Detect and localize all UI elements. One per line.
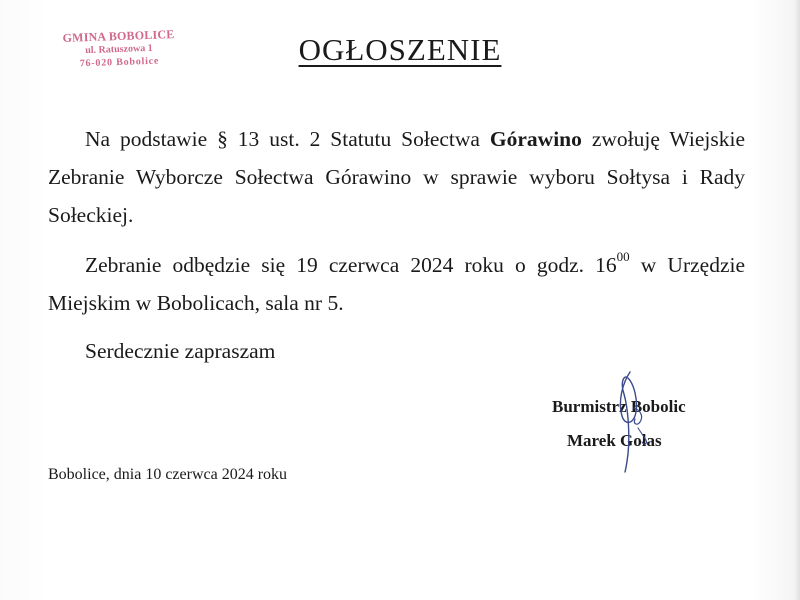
paragraph-1-text-a: Na podstawie § 13 ust. 2 Statutu Sołectwa xyxy=(85,127,490,151)
paragraph-2-text-b: w Urzędzie Miejskim w Bobolicach, sala nr 5. xyxy=(48,253,745,315)
scan-edge-shadow xyxy=(794,0,800,600)
paragraph-convocation xyxy=(48,120,745,234)
document-title-text: OGŁOSZENIE xyxy=(298,32,502,67)
paragraph-1-text-b: zwołuję Wiejskie Zebranie Wyborcze Sołectwa Górawino w sprawie wyboru Sołtysa i Rady Sołeckiej. xyxy=(48,127,745,227)
stamp-line-3: 76-020 Bobolice xyxy=(79,55,160,70)
paragraph-2-text-a: Zebranie odbędzie się 19 czerwca 2024 roku o godz. 16 xyxy=(85,253,617,277)
time-minutes-superscript: 00 xyxy=(616,249,630,264)
document-title xyxy=(0,32,800,68)
place-and-date: Bobolice, dnia 10 czerwca 2024 roku xyxy=(48,466,288,483)
village-name-bold: Górawino xyxy=(489,127,582,151)
signatory-name: Marek Golas xyxy=(567,431,662,450)
closing-line: Serdecznie zapraszam xyxy=(85,339,276,363)
stamp-line-2: ul. Ratuszowa 1 xyxy=(85,42,153,57)
signatory-title: Burmistrz Bobolic xyxy=(552,397,686,416)
handwritten-signature-icon xyxy=(600,364,660,474)
stamp-line-1: GMINA BOBOLICE xyxy=(62,27,175,45)
paragraph-meeting-details xyxy=(48,246,745,322)
